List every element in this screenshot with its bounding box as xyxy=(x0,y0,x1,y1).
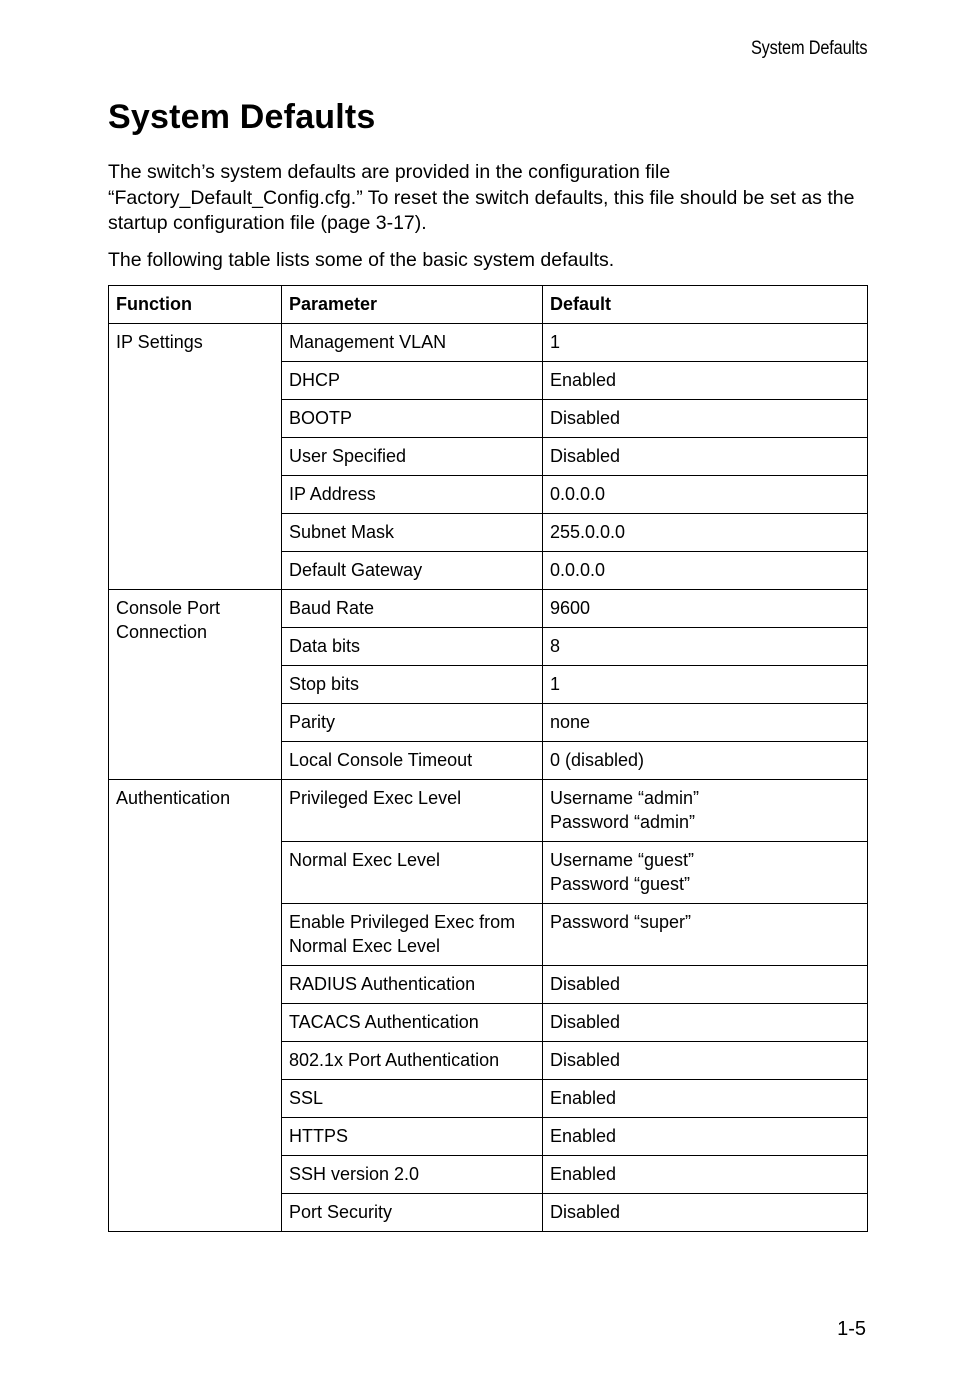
parameter-cell: BOOTP xyxy=(282,400,543,438)
default-cell: Disabled xyxy=(543,1042,868,1080)
default-cell: Enabled xyxy=(543,1080,868,1118)
default-cell xyxy=(543,842,868,904)
system-defaults-table xyxy=(108,285,868,1232)
default-cell: 0.0.0.0 xyxy=(543,552,868,590)
default-cell: Disabled xyxy=(543,1194,868,1232)
parameter-cell: RADIUS Authentication xyxy=(282,966,543,1004)
default-cell: Disabled xyxy=(543,400,868,438)
default-cell: Password “super” xyxy=(543,904,868,966)
table-intro-paragraph: The following table lists some of the basic system defaults. xyxy=(108,249,615,271)
parameter-cell: Default Gateway xyxy=(282,552,543,590)
page-title: System Defaults xyxy=(108,98,376,136)
parameter-cell: HTTPS xyxy=(282,1118,543,1156)
default-cell xyxy=(543,780,868,842)
parameter-cell: Parity xyxy=(282,704,543,742)
default-cell: 9600 xyxy=(543,590,868,628)
function-cell-console-port xyxy=(109,590,282,780)
parameter-cell: Management VLAN xyxy=(282,324,543,362)
intro-paragraph: The switch’s system defaults are provided in the configuration file “Factory_Default_Config.cfg.” To reset the switch defaults, this file should be set as the startup configuration file (page 3-17). xyxy=(108,161,855,234)
parameter-cell: Port Security xyxy=(282,1194,543,1232)
default-cell: Disabled xyxy=(543,1004,868,1042)
parameter-cell: IP Address xyxy=(282,476,543,514)
default-line: Username “guest” xyxy=(550,850,695,870)
parameter-cell: Baud Rate xyxy=(282,590,543,628)
parameter-line: Enable Privileged Exec from xyxy=(289,912,516,932)
table-row xyxy=(109,590,868,628)
default-cell: Disabled xyxy=(543,966,868,1004)
parameter-cell: Privileged Exec Level xyxy=(282,780,543,842)
parameter-cell: Data bits xyxy=(282,628,543,666)
default-cell: none xyxy=(543,704,868,742)
page-number: 1-5 xyxy=(837,1318,866,1340)
parameter-cell: Normal Exec Level xyxy=(282,842,543,904)
parameter-cell: User Specified xyxy=(282,438,543,476)
table-row xyxy=(109,324,868,362)
parameter-cell: TACACS Authentication xyxy=(282,1004,543,1042)
default-cell: 8 xyxy=(543,628,868,666)
parameter-cell xyxy=(282,904,543,966)
running-header: System Defaults xyxy=(750,38,867,59)
default-cell: Disabled xyxy=(543,438,868,476)
parameter-cell: SSH version 2.0 xyxy=(282,1156,543,1194)
default-cell: Enabled xyxy=(543,1118,868,1156)
parameter-cell: DHCP xyxy=(282,362,543,400)
default-line: Password “guest” xyxy=(550,874,691,894)
function-line: Console Port xyxy=(116,598,221,618)
table-header-row xyxy=(109,286,868,324)
parameter-line: Normal Exec Level xyxy=(289,936,441,956)
default-cell: 1 xyxy=(543,324,868,362)
function-line: Connection xyxy=(116,622,208,642)
default-cell: 0.0.0.0 xyxy=(543,476,868,514)
default-line: Password “admin” xyxy=(550,812,696,832)
default-cell: Enabled xyxy=(543,1156,868,1194)
parameter-cell: 802.1x Port Authentication xyxy=(282,1042,543,1080)
parameter-cell: Local Console Timeout xyxy=(282,742,543,780)
header-function: Function xyxy=(109,286,282,324)
header-default: Default xyxy=(543,286,868,324)
header-parameter: Parameter xyxy=(282,286,543,324)
default-cell: Enabled xyxy=(543,362,868,400)
function-cell-authentication: Authentication xyxy=(109,780,282,1232)
parameter-cell: SSL xyxy=(282,1080,543,1118)
parameter-cell: Subnet Mask xyxy=(282,514,543,552)
parameter-cell: Stop bits xyxy=(282,666,543,704)
default-cell: 255.0.0.0 xyxy=(543,514,868,552)
function-cell-ip-settings: IP Settings xyxy=(109,324,282,590)
default-cell: 0 (disabled) xyxy=(543,742,868,780)
default-cell: 1 xyxy=(543,666,868,704)
table-row xyxy=(109,780,868,842)
default-line: Username “admin” xyxy=(550,788,700,808)
